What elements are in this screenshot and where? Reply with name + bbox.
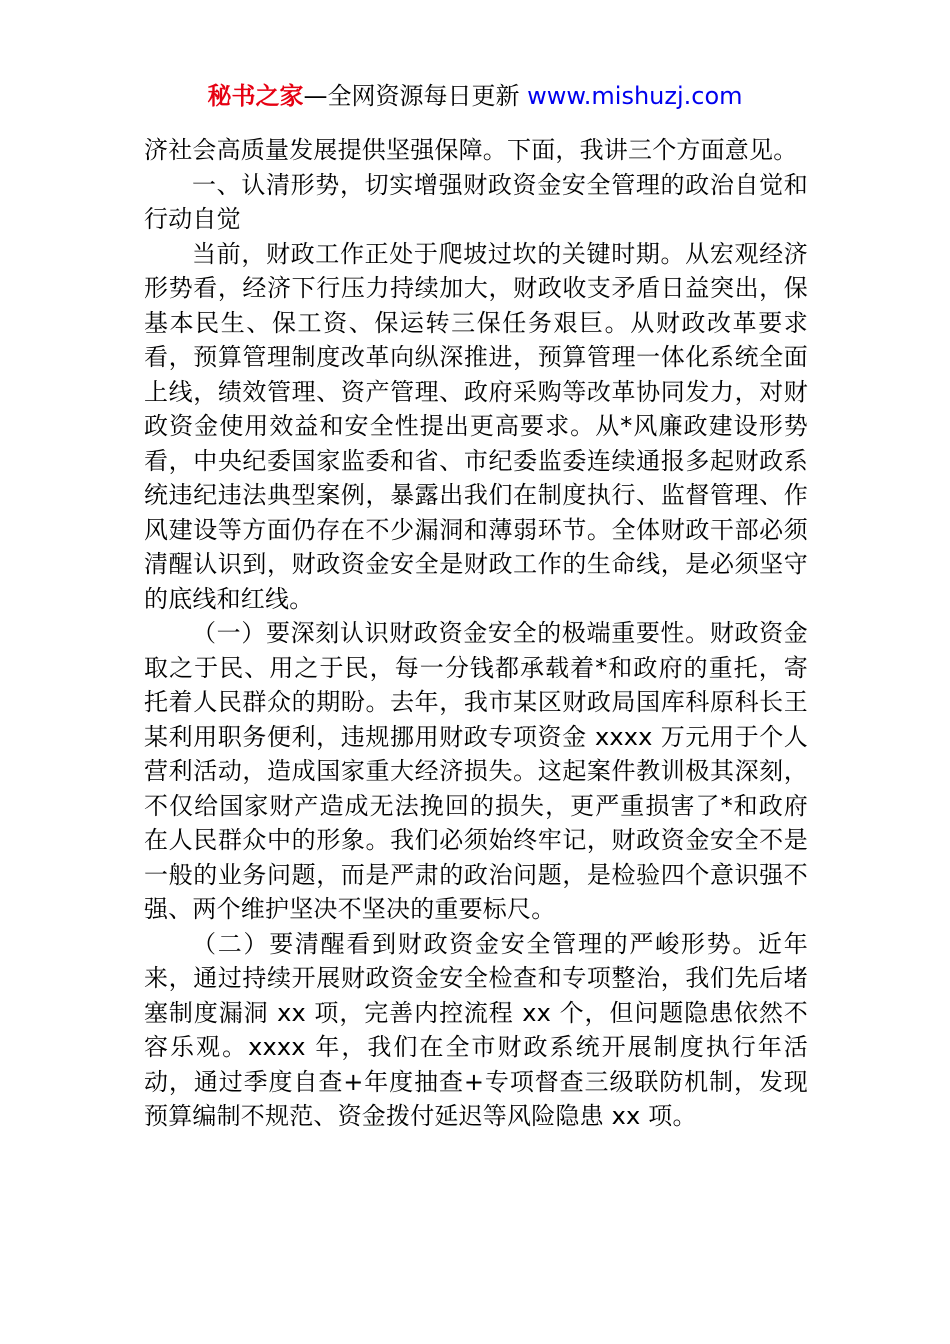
paragraph: 当前，财政工作正处于爬坡过坎的关键时期。从宏观经济形势看，经济下行压力持续加大，财政收支矛盾日益突出，保基本民生、保工资、保运转三保任务艰巨。从财政改革要求看，预算管理制度改革向纵深推进，预算管理一体化系统全面上线，绩效管理、资产管理、政府采购等改革协同发力，对财政资金使用效益和安全性提出更高要求。从*风廉政建设形势看，中央纪委国家监委和省、市纪委监委连续通报多起财政系统违纪违法典型案例，暴露出我们在制度执行、监督管理、作风建设等方面仍存在不少漏洞和薄弱环节。全体财政干部必须清醒认识到，财政资金安全是财政工作的生命线，是必须坚守的底线和红线。 [144,239,808,613]
document-body [144,133,808,1134]
brand-name: 秘书之家 [207,82,304,110]
website-link[interactable]: www.mishuzj.com [527,82,743,110]
page-header [0,80,950,112]
section-heading: 一、认清形势，切实增强财政资金安全管理的政治自觉和行动自觉 [144,170,808,233]
subsection-paragraph: （二）要清醒看到财政资金安全管理的严峻形势。近年来，通过持续开展财政资金安全检查和专项整治，我们先后堵塞制度漏洞 xx 项，完善内控流程 xx 个，但问题隐患依然不容乐观。xxxx 年，我们在全市财政系统开展制度执行年活动，通过季度自查+年度抽查+专项督查三级联防机制，发现预算编制不规范、资金拨付延迟等风险隐患 xx 项。 [144,929,808,1130]
header-tagline: —全网资源每日更新 [303,82,520,110]
paragraph-continuation: 济社会高质量发展提供坚强保障。下面，我讲三个方面意见。 [144,136,798,164]
subsection-paragraph: （一）要深刻认识财政资金安全的极端重要性。财政资金取之于民、用之于民，每一分钱都承载着*和政府的重托，寄托着人民群众的期盼。去年，我市某区财政局国库科原科长王某利用职务便利，违规挪用财政专项资金 xxxx 万元用于个人营利活动，造成国家重大经济损失。这起案件教训极其深刻，不仅给国家财产造成无法挽回的损失，更严重损害了*和政府在人民群众中的形象。我们必须始终牢记，财政资金安全不是一般的业务问题，而是严肃的政治问题，是检验四个意识强不强、两个维护坚决不坚决的重要标尺。 [144,619,808,923]
